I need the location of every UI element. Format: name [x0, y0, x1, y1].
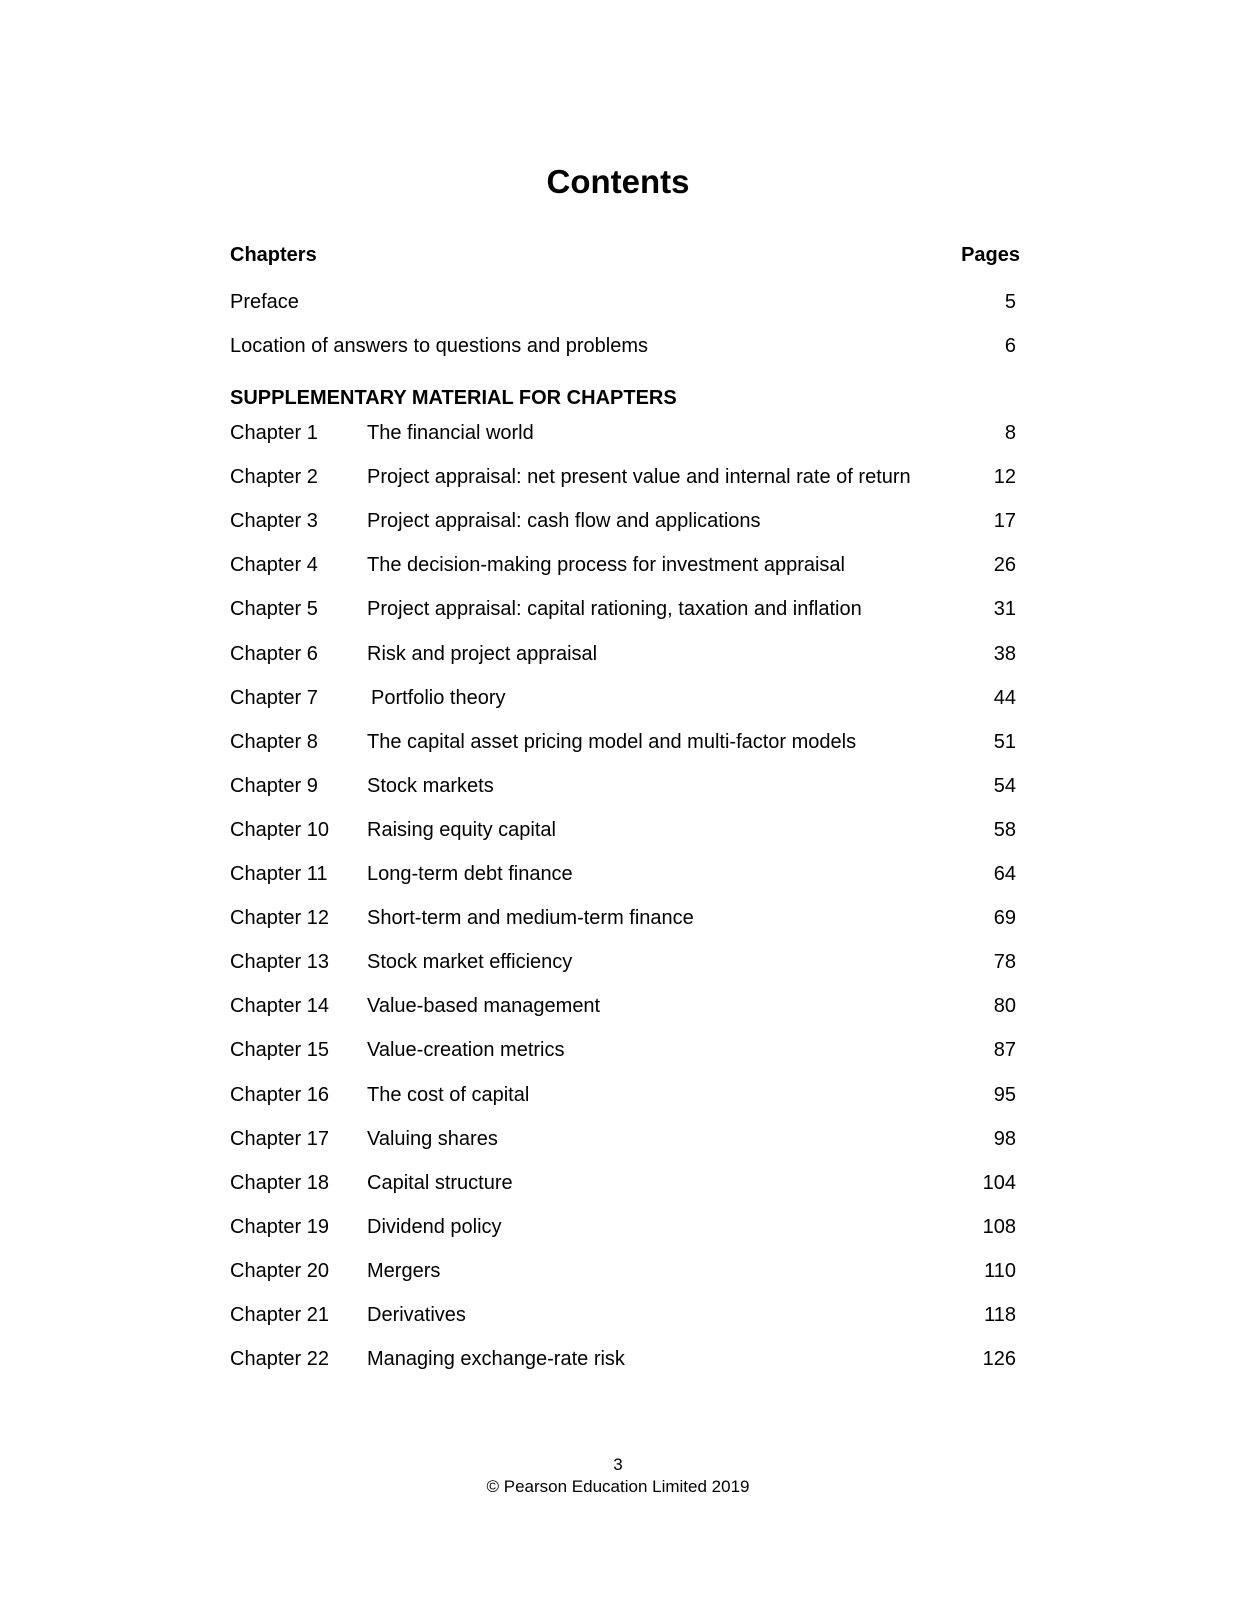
toc-chapter-row[interactable] — [230, 1170, 1016, 1196]
chapter-number: Chapter 2 — [230, 466, 318, 488]
chapter-number: Chapter 9 — [230, 775, 318, 797]
chapter-page: 80 — [993, 995, 1016, 1017]
toc-chapter-row[interactable] — [230, 1126, 1016, 1152]
chapter-number: Chapter 15 — [230, 1039, 329, 1061]
toc-entry-label: Preface — [230, 291, 299, 313]
chapter-number: Chapter 17 — [230, 1128, 329, 1150]
chapter-number: Chapter 21 — [230, 1304, 329, 1326]
chapter-page: 51 — [993, 731, 1016, 753]
chapter-title: Mergers — [367, 1260, 441, 1282]
toc-chapter-row[interactable] — [230, 1302, 1016, 1328]
chapter-number: Chapter 11 — [230, 863, 328, 885]
chapter-page: 64 — [993, 863, 1016, 885]
chapter-number: Chapter 4 — [230, 554, 318, 576]
chapter-number: Chapter 5 — [230, 598, 318, 620]
chapter-number: Chapter 12 — [230, 907, 329, 929]
chapter-title: Short-term and medium-term finance — [367, 907, 694, 929]
chapter-number: Chapter 3 — [230, 510, 318, 532]
toc-chapter-row[interactable] — [230, 464, 1016, 490]
chapter-page: 54 — [993, 775, 1016, 797]
chapter-title: The capital asset pricing model and multi-factor models — [367, 731, 857, 753]
chapter-page: 17 — [993, 510, 1016, 532]
chapter-page: 31 — [993, 598, 1016, 620]
toc-chapter-row[interactable] — [230, 1214, 1016, 1240]
toc-entry-label: Location of answers to questions and problems — [230, 335, 649, 357]
chapter-title: Long-term debt finance — [367, 863, 573, 885]
toc-chapter-row[interactable] — [230, 552, 1016, 578]
toc-entry-answers-location[interactable] — [230, 333, 1016, 359]
chapter-title: Stock markets — [367, 775, 494, 797]
chapter-page: 108 — [982, 1216, 1016, 1238]
toc-chapter-row[interactable] — [230, 685, 1016, 711]
chapter-title: The financial world — [367, 422, 534, 444]
section-heading: SUPPLEMENTARY MATERIAL FOR CHAPTERS — [230, 387, 677, 409]
chapter-page: 69 — [993, 907, 1016, 929]
chapter-number: Chapter 22 — [230, 1348, 329, 1370]
toc-entry-page: 6 — [1004, 335, 1016, 357]
toc-chapter-row[interactable] — [230, 993, 1016, 1019]
chapter-number: Chapter 19 — [230, 1216, 329, 1238]
chapter-number: Chapter 10 — [230, 819, 329, 841]
chapter-title: The cost of capital — [367, 1084, 530, 1106]
pages-column-header: Pages — [961, 244, 1020, 266]
chapter-page: 87 — [993, 1039, 1016, 1061]
toc-chapter-row[interactable] — [230, 420, 1016, 446]
chapter-page: 38 — [993, 643, 1016, 665]
toc-chapter-row[interactable] — [230, 1346, 1016, 1372]
chapter-title: Project appraisal: cash flow and applications — [367, 510, 761, 532]
chapter-page: 104 — [982, 1172, 1016, 1194]
chapter-number: Chapter 18 — [230, 1172, 329, 1194]
toc-entry-page: 5 — [1004, 291, 1016, 313]
chapter-page: 118 — [984, 1304, 1016, 1326]
toc-chapter-row[interactable] — [230, 773, 1016, 799]
toc-chapter-row[interactable] — [230, 729, 1016, 755]
chapter-title: Project appraisal: net present value and internal rate of return — [367, 466, 911, 488]
chapter-page: 98 — [993, 1128, 1016, 1150]
chapter-title: Valuing shares — [367, 1128, 498, 1150]
toc-chapter-row[interactable] — [230, 641, 1016, 667]
toc-chapter-row[interactable] — [230, 949, 1016, 975]
toc-chapter-row[interactable] — [230, 1037, 1016, 1063]
footer-copyright: © Pearson Education Limited 2019 — [486, 1477, 750, 1496]
toc-chapter-row[interactable] — [230, 861, 1016, 887]
chapter-page: 126 — [982, 1348, 1016, 1370]
chapter-title: Capital structure — [367, 1172, 513, 1194]
chapter-title: Project appraisal: capital rationing, taxation and inflation — [367, 598, 862, 620]
chapter-number: Chapter 16 — [230, 1084, 329, 1106]
toc-chapter-row[interactable] — [230, 905, 1016, 931]
toc-chapter-row[interactable] — [230, 817, 1016, 843]
chapter-page: 78 — [993, 951, 1016, 973]
chapter-number: Chapter 14 — [230, 995, 329, 1017]
chapter-number: Chapter 13 — [230, 951, 329, 973]
chapter-title: Managing exchange-rate risk — [367, 1348, 625, 1370]
toc-header-row — [230, 244, 1020, 270]
toc-chapter-row[interactable] — [230, 596, 1016, 622]
toc-chapter-row[interactable] — [230, 508, 1016, 534]
chapter-number: Chapter 7 — [230, 687, 318, 709]
chapter-page: 110 — [984, 1260, 1016, 1282]
chapter-page: 12 — [993, 466, 1016, 488]
chapter-page: 44 — [993, 687, 1016, 709]
chapter-title: Stock market efficiency — [367, 951, 573, 973]
chapter-title: Value-creation metrics — [367, 1039, 565, 1061]
chapter-number: Chapter 6 — [230, 643, 318, 665]
chapter-page: 26 — [993, 554, 1016, 576]
chapter-title: Derivatives — [367, 1304, 466, 1326]
chapter-title: Value-based management — [367, 995, 601, 1017]
chapter-number: Chapter 20 — [230, 1260, 329, 1282]
footer-page-number: 3 — [613, 1455, 623, 1474]
chapter-number: Chapter 1 — [230, 422, 318, 444]
chapter-title: The decision-making process for investment appraisal — [367, 554, 845, 576]
chapter-page: 58 — [993, 819, 1016, 841]
toc-chapter-row[interactable] — [230, 1258, 1016, 1284]
chapter-title: Raising equity capital — [367, 819, 556, 841]
chapter-title: Risk and project appraisal — [367, 643, 598, 665]
chapter-title: Dividend policy — [367, 1216, 502, 1238]
chapter-number: Chapter 8 — [230, 731, 318, 753]
chapter-page: 95 — [993, 1084, 1016, 1106]
chapters-column-header: Chapters — [230, 244, 317, 266]
toc-chapter-row[interactable] — [230, 1082, 1016, 1108]
chapter-title: Portfolio theory — [371, 687, 506, 709]
chapter-page: 8 — [1004, 422, 1016, 444]
page-title: Contents — [546, 163, 690, 200]
toc-entry-preface[interactable] — [230, 289, 1016, 315]
